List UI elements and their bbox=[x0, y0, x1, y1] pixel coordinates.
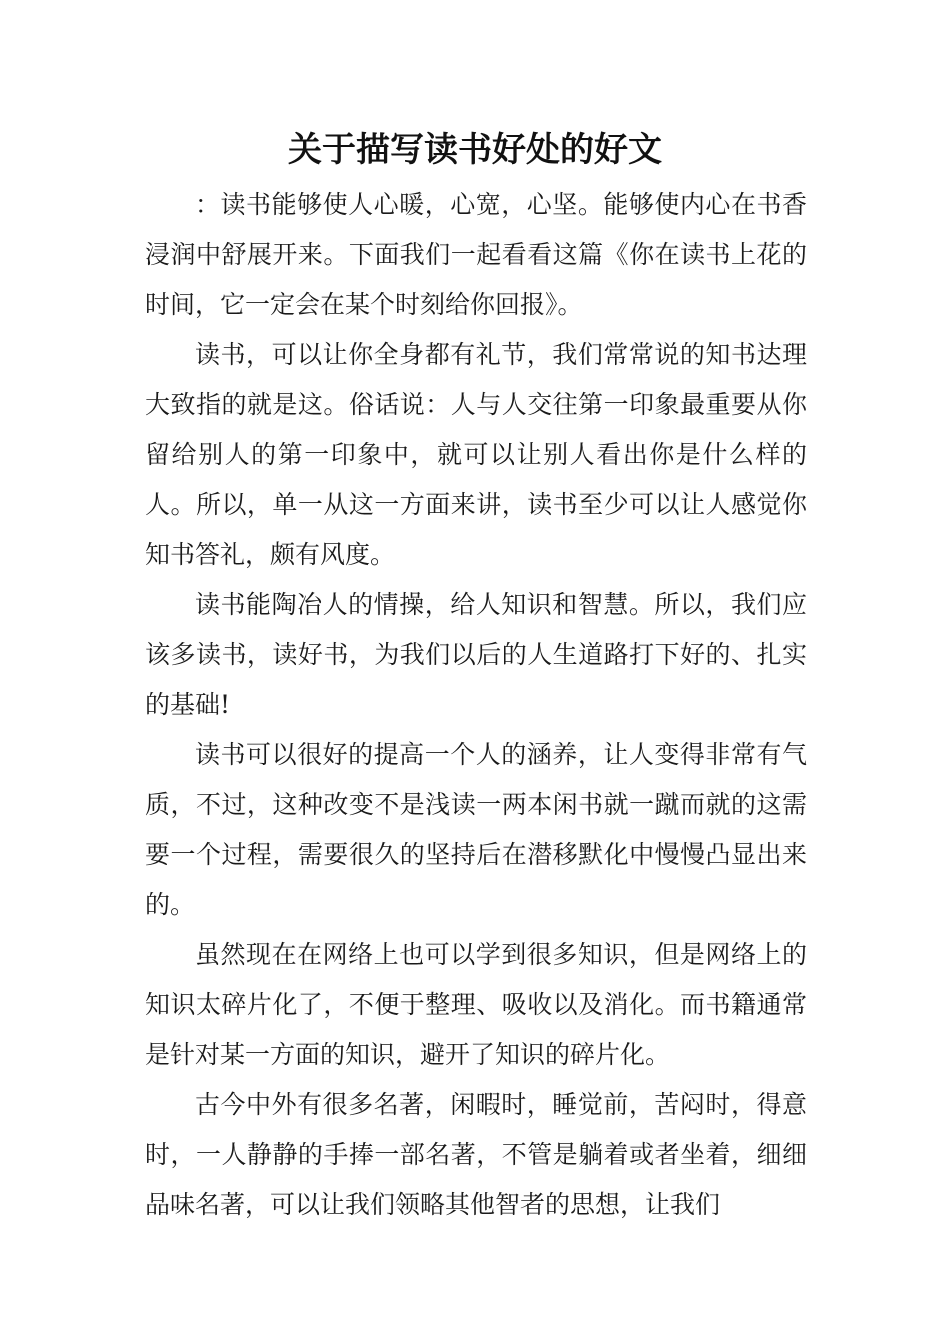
intro-paragraph: ：读书能够使人心暖，心宽，心坚。能够使内心在书香浸润中舒展开来。下面我们一起看看这篇《你在读书上花的时间，它一定会在某个时刻给你回报》。 bbox=[145, 190, 807, 319]
document-body bbox=[145, 180, 807, 1230]
body-paragraph: 虽然现在在网络上也可以学到很多知识，但是网络上的知识太碎片化了，不便于整理、吸收以及消化。而书籍通常是针对某一方面的知识，避开了知识的碎片化。 bbox=[145, 940, 807, 1069]
body-paragraph: 读书可以很好的提高一个人的涵养，让人变得非常有气质，不过，这种改变不是浅读一两本闲书就一蹴而就的这需要一个过程，需要很久的坚持后在潜移默化中慢慢凸显出来的。 bbox=[145, 740, 807, 919]
document-title: 关于描写读书好处的好文 bbox=[288, 130, 662, 170]
body-paragraph: 读书，可以让你全身都有礼节，我们常常说的知书达理大致指的就是这。俗话说：人与人交往第一印象最重要从你留给别人的第一印象中，就可以让别人看出你是什么样的人。所以，单一从这一方面来讲，读书至少可以让人感觉你知书答礼，颇有风度。 bbox=[145, 340, 807, 569]
body-paragraph: 古今中外有很多名著，闲暇时，睡觉前，苦闷时，得意时，一人静静的手捧一部名著，不管是躺着或者坐着，细细品味名著，可以让我们领略其他智者的思想，让我们 bbox=[145, 1090, 807, 1219]
body-paragraph: 读书能陶冶人的情操，给人知识和智慧。所以，我们应该多读书，读好书，为我们以后的人生道路打下好的、扎实的基础! bbox=[145, 590, 807, 719]
